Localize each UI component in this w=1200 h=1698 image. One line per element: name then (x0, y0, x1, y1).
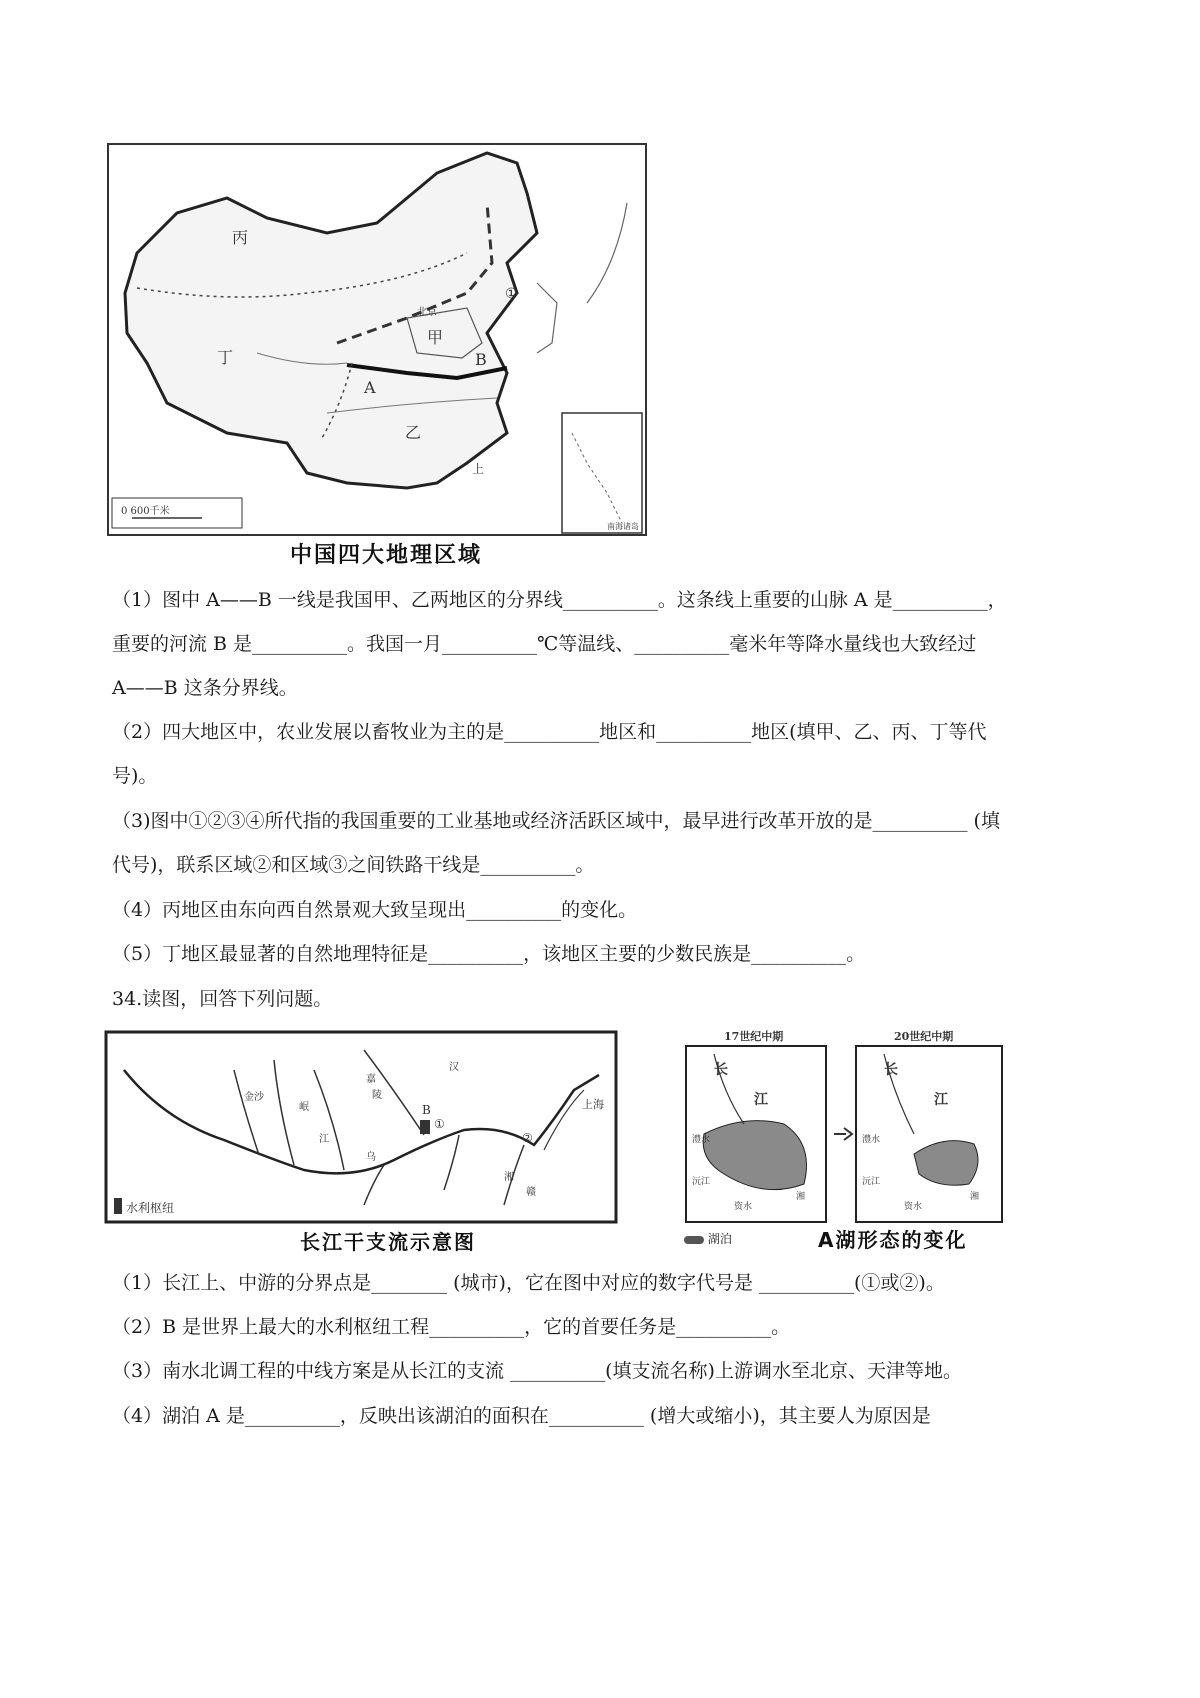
yangtze-wu-label: 乌 (366, 1152, 376, 1163)
q34-line-4: （4）湖泊 A 是__________，反映出该湖泊的面积在__________ (增大或缩小)，其主要人为原因是 (112, 1405, 931, 1427)
point-a-label: A (364, 378, 376, 397)
q34-line-3: （3）南水北调工程的中线方案是从长江的支流 __________(填支流名称)上游调水至北京、天津等地。 (112, 1360, 962, 1382)
region-yi-label: 乙 (405, 423, 422, 442)
yangtze-one-label: ① (434, 1117, 445, 1131)
panel1-yuanjiang-label: 沅江 (692, 1177, 711, 1187)
yangtze-two-label: ② (522, 1131, 533, 1145)
yangtze-shanghai-label: 上海 (582, 1098, 604, 1111)
q33-line-6: （3)图中①②③④所代指的我国重要的工业基地或经济活跃区域中，最早进行改革开放的是__________ (填 (112, 810, 1000, 832)
panel1-title: 17世纪中期 (724, 1030, 784, 1043)
yangtze-gan-label: 赣 (526, 1187, 536, 1198)
panel1-jiang-label: 江 (754, 1092, 768, 1108)
yangtze-jia-label: 嘉 (366, 1074, 376, 1085)
scale-label: 0 600千米 (121, 506, 170, 517)
inset-label: 南海诸岛 (607, 522, 639, 531)
q33-line-4: （2）四大地区中，农业发展以畜牧业为主的是__________地区和__________地区(填甲、乙、丙、丁等代 (112, 721, 987, 743)
shanghai-label: 上 (472, 462, 485, 476)
china-map-caption: 中国四大地理区域 (290, 543, 483, 568)
panel2-jiang-label: 江 (934, 1092, 948, 1108)
panel2-yuanjiang-label: 沅江 (862, 1177, 881, 1187)
lake-legend (684, 1230, 732, 1247)
region-ding-label: 丁 (217, 348, 234, 367)
lake-legend-swatch (684, 1236, 704, 1244)
panel1-lishui-label: 澧水 (692, 1135, 711, 1145)
marker-one-label: ① (505, 286, 518, 302)
region-bing-label: 丙 (232, 228, 249, 247)
yangtze-jiang-label: 江 (319, 1134, 329, 1145)
yangtze-han-label: 汉 (449, 1062, 459, 1073)
yangtze-legend: 水利枢纽 (126, 1201, 175, 1215)
region-jia-label: 甲 (427, 328, 444, 347)
point-b-label: B (475, 350, 487, 369)
yangtze-b-label: B (422, 1103, 431, 1117)
lake-change-map (684, 1024, 1004, 1224)
yangtze-min-label: 岷 (299, 1102, 309, 1113)
q34-line-1: （1）长江上、中游的分界点是________ (城市)，它在图中对应的数字代号是 __________(①或②)。 (112, 1272, 945, 1294)
panel1-chang-label: 长 (714, 1062, 728, 1078)
q34-line-2: （2）B 是世界上最大的水利枢纽工程__________，它的首要任务是__________。 (112, 1316, 791, 1338)
q33-line-2: 重要的河流 B 是__________。我国一月__________℃等温线、__________毫米年等降水量线也大致经过 (112, 633, 977, 655)
q33-line-3: A——B 这条分界线。 (112, 677, 298, 699)
panel1-zishui-label: 资水 (734, 1202, 753, 1212)
q33-line-5: 号)。 (112, 765, 158, 787)
panel2-xiang-label: 湘 (970, 1192, 980, 1202)
q34-title: 34.读图，回答下列问题。 (112, 988, 333, 1010)
q33-line-8: （4）丙地区由东向西自然景观大致呈现出__________的变化。 (112, 899, 638, 921)
yangtze-xiang-label: 湘 (504, 1172, 514, 1183)
yangtze-map-caption: 长江干支流示意图 (300, 1230, 476, 1254)
q33-line-9: （5）丁地区最显著的自然地理特征是__________，该地区主要的少数民族是__________。 (112, 943, 866, 965)
panel1-xiang-label: 湘 (796, 1192, 806, 1202)
lake-map-caption: A湖形态的变化 (818, 1228, 968, 1252)
yangtze-ling-label: 陵 (372, 1090, 382, 1101)
panel2-title: 20世纪中期 (894, 1030, 954, 1043)
china-regions-map (107, 143, 647, 536)
panel2-lishui-label: 澧水 (862, 1135, 881, 1145)
lake-legend-label: 湖泊 (707, 1232, 732, 1246)
q33-line-1: （1）图中 A——B 一线是我国甲、乙两地区的分界线__________。这条线上重要的山脉 A 是__________， (112, 589, 1007, 611)
beijing-label: 北京 (417, 307, 437, 318)
panel2-zishui-label: 资水 (904, 1202, 923, 1212)
q33-line-7: 代号)，联系区域②和区域③之间铁路干线是__________。 (112, 854, 595, 876)
panel2-chang-label: 长 (884, 1062, 898, 1078)
yangtze-tributaries-map (104, 1030, 618, 1224)
yangtze-jinsha-label: 金沙 (244, 1092, 264, 1103)
